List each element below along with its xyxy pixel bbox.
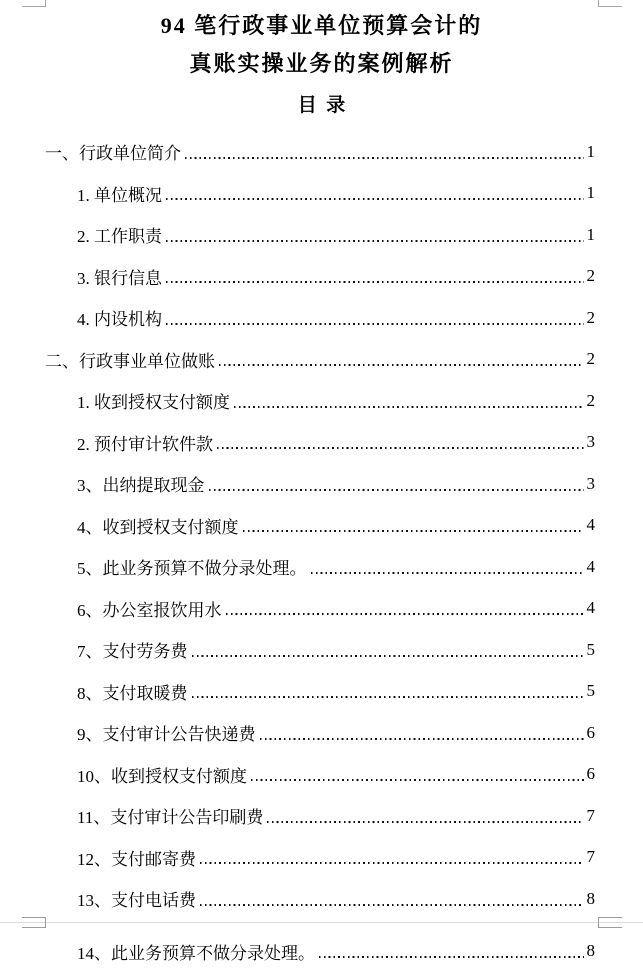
toc-dot-leader <box>260 738 584 740</box>
toc-entry-page[interactable]: 4 <box>586 515 595 535</box>
toc-dot-leader <box>219 364 584 366</box>
text-boundary-mark-top-right <box>598 0 622 7</box>
toc-entry[interactable] <box>0 422 643 464</box>
toc-entry[interactable] <box>0 463 643 505</box>
toc-entry-label[interactable]: 6、办公室报饮用水 <box>77 600 222 620</box>
toc-entry-page[interactable]: 2 <box>586 307 595 327</box>
toc-entry-page[interactable]: 3 <box>586 432 595 452</box>
toc-entry-page[interactable]: 1 <box>586 224 595 244</box>
toc-entry-page[interactable]: 6 <box>586 764 595 784</box>
text-boundary-mark-break-left <box>22 917 46 928</box>
toc-dot-leader <box>267 821 583 823</box>
toc-entry-page[interactable]: 2 <box>586 390 595 410</box>
toc-entry-page[interactable]: 8 <box>586 888 595 908</box>
toc-dot-leader <box>200 904 584 906</box>
document-title-line1: 94 笔行政事业单位预算会计的 <box>160 13 483 38</box>
toc-entry-label[interactable]: 3、出纳提取现金 <box>77 476 205 496</box>
toc-entry-label[interactable]: 二、行政事业单位做账 <box>45 351 215 371</box>
toc-dot-leader <box>192 696 584 698</box>
toc-entry-page[interactable]: 7 <box>586 805 595 825</box>
toc-entry-page[interactable]: 4 <box>586 598 595 618</box>
toc-entry-page[interactable]: 2 <box>586 349 595 369</box>
toc-entry-label[interactable]: 13、支付电话费 <box>77 891 196 911</box>
toc-entry[interactable] <box>0 878 643 920</box>
toc-entry-label[interactable]: 14、此业务预算不做分录处理。 <box>77 943 315 963</box>
toc-entry-label[interactable]: 7、支付劳务费 <box>77 642 188 662</box>
toc-entry-label[interactable]: 5、此业务预算不做分录处理。 <box>77 559 307 579</box>
toc-entry-label[interactable]: 3. 银行信息 <box>77 268 162 288</box>
toc-entry[interactable] <box>0 505 643 547</box>
toc-entry-label[interactable]: 9、支付审计公告快递费 <box>77 725 256 745</box>
text-boundary-mark-top-left <box>22 0 46 7</box>
toc-entry[interactable] <box>0 131 643 173</box>
toc-entry-label[interactable]: 11、支付审计公告印刷费 <box>77 808 264 828</box>
toc-dot-leader <box>243 530 584 532</box>
document-title-line2: 真账实操业务的案例解析 <box>189 51 454 76</box>
toc-dot-leader <box>166 323 584 325</box>
toc-entry-page[interactable]: 5 <box>586 681 595 701</box>
toc-entry-label[interactable]: 4、收到授权支付额度 <box>77 517 239 537</box>
toc-dot-leader <box>209 489 584 491</box>
toc-entry[interactable] <box>0 546 643 588</box>
toc-entry[interactable] <box>0 339 643 381</box>
toc-entry[interactable] <box>0 754 643 796</box>
toc-dot-leader <box>192 655 584 657</box>
toc-entry[interactable] <box>0 214 643 256</box>
toc-entry-page[interactable]: 2 <box>586 266 595 286</box>
toc-dot-leader <box>200 862 584 864</box>
toc-entry[interactable] <box>0 712 643 754</box>
toc-entry[interactable] <box>0 671 643 713</box>
toc-dot-leader <box>185 157 584 159</box>
toc-entry-page[interactable]: 4 <box>586 556 595 576</box>
toc-dot-leader <box>226 613 584 615</box>
toc-entry[interactable] <box>0 256 643 298</box>
toc-entry-label[interactable]: 2. 预付审计软件款 <box>77 434 213 454</box>
table-of-contents <box>0 131 643 972</box>
toc-entry-page[interactable]: 1 <box>586 141 595 161</box>
toc-entry[interactable] <box>0 795 643 837</box>
toc-entry[interactable] <box>0 588 643 630</box>
toc-dot-leader <box>251 779 584 781</box>
toc-entry-label[interactable]: 一、行政单位简介 <box>45 144 181 164</box>
toc-entry[interactable] <box>0 837 643 879</box>
text-boundary-mark-break-right <box>598 917 622 928</box>
toc-entry-page[interactable]: 1 <box>586 183 595 203</box>
toc-dot-leader <box>319 956 584 958</box>
toc-entry[interactable] <box>0 173 643 215</box>
toc-entry[interactable] <box>0 931 643 973</box>
toc-dot-leader <box>217 447 584 449</box>
toc-entry[interactable] <box>0 297 643 339</box>
toc-entry-label[interactable]: 8、支付取暖费 <box>77 683 188 703</box>
toc-entry-page[interactable]: 6 <box>586 722 595 742</box>
toc-entry-label[interactable]: 4. 内设机构 <box>77 310 162 330</box>
toc-entry-page[interactable]: 8 <box>586 941 595 961</box>
toc-heading: 目 录 <box>297 95 346 116</box>
toc-entry-label[interactable]: 1. 收到授权支付额度 <box>77 393 230 413</box>
toc-dot-leader <box>166 240 584 242</box>
toc-entry[interactable] <box>0 380 643 422</box>
toc-entry-label[interactable]: 1. 单位概况 <box>77 185 162 205</box>
toc-entry-label[interactable]: 12、支付邮寄费 <box>77 849 196 869</box>
toc-dot-leader <box>166 281 584 283</box>
toc-dot-leader <box>311 572 584 574</box>
toc-entry-page[interactable]: 3 <box>586 473 595 493</box>
toc-entry-page[interactable]: 5 <box>586 639 595 659</box>
toc-dot-leader <box>166 198 584 200</box>
toc-entry-label[interactable]: 2. 工作职责 <box>77 227 162 247</box>
toc-dot-leader <box>234 406 584 408</box>
toc-entry[interactable] <box>0 629 643 671</box>
toc-entry-page[interactable]: 7 <box>586 847 595 867</box>
page-separator-line <box>0 922 643 923</box>
toc-entry-label[interactable]: 10、收到授权支付额度 <box>77 766 247 786</box>
